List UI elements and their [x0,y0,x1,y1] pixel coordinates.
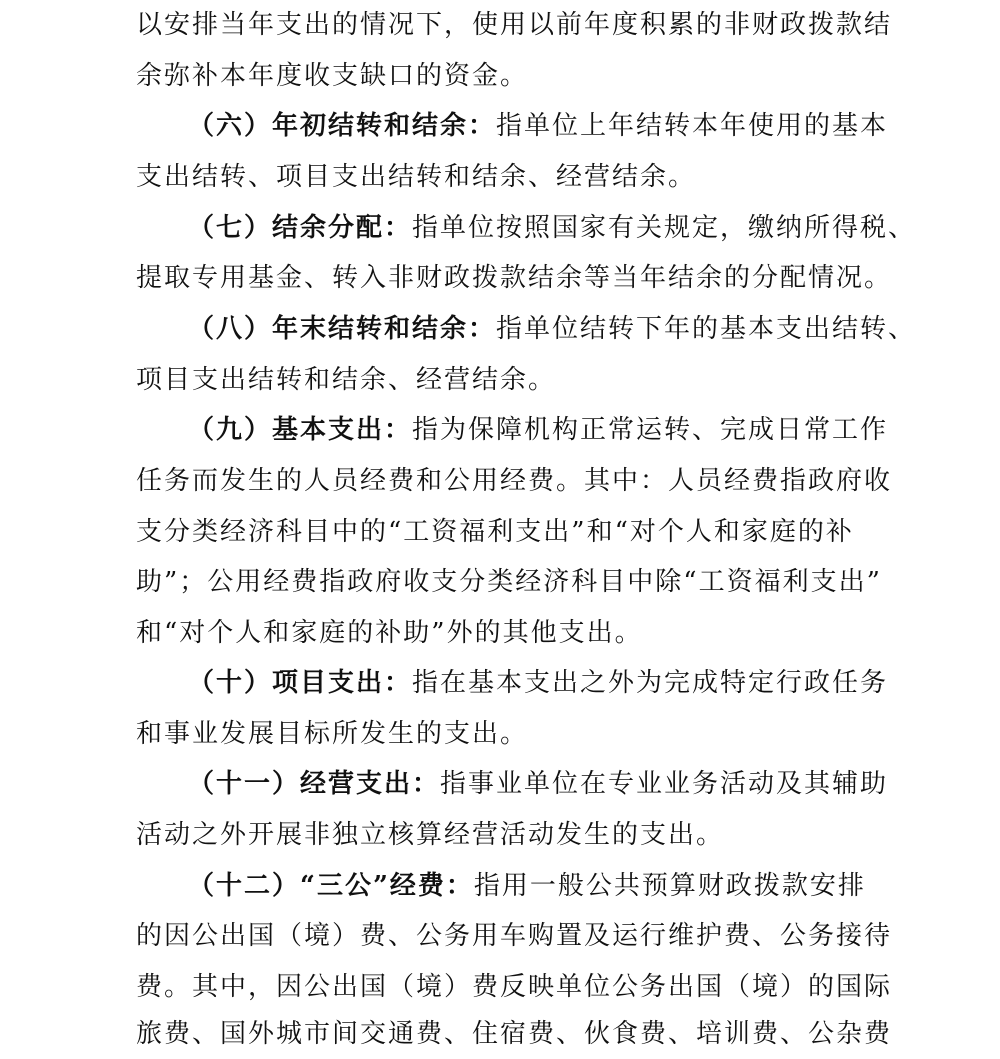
text-line [136,911,1000,961]
text-line [136,51,1000,101]
text-line [136,355,1000,405]
paragraph-text: 任务而发生的人员经费和公用经费。其中：人员经费指政府收 [136,466,893,496]
text-line [136,709,1000,759]
paragraph-text: 余弥补本年度收支缺口的资金。 [136,61,529,91]
text-line [188,405,1000,455]
section-heading: （十）项目支出： [188,668,413,698]
paragraph-text: 支分类经济科目中的“工资福利支出”和“对个人和家庭的补 [136,517,854,547]
text-line [136,557,1000,607]
paragraph-text: 和“对个人和家庭的补助”外的其他支出。 [136,618,643,648]
paragraph-text: 提取专用基金、转入非财政拨款结余等当年结余的分配情况。 [136,263,893,293]
section-heading: （九）基本支出： [188,415,413,445]
section-heading: （十一）经营支出： [188,769,441,799]
paragraph-text: 旅费、国外城市间交通费、住宿费、伙食费、培训费、公杂费 [136,1019,893,1049]
text-line [188,759,1000,809]
paragraph-text: 指用一般公共预算财政拨款安排 [473,871,866,901]
text-line [188,658,1000,708]
paragraph-text: 以安排当年支出的情况下，使用以前年度积累的非财政拨款结 [136,10,893,40]
section-heading: （七）结余分配： [188,213,413,243]
text-line [136,608,1000,658]
paragraph-text: 指为保障机构正常运转、完成日常工作 [412,415,889,445]
paragraph-text: 费。其中，因公出国（境）费反映单位公务出国（境）的国际 [136,972,893,1002]
text-line [188,304,1000,354]
text-line [136,1009,1000,1059]
text-line [136,507,1000,557]
text-line [188,101,1000,151]
section-heading: （八）年末结转和结余： [188,314,497,344]
section-heading: （六）年初结转和结余： [188,111,497,141]
text-line [136,152,1000,202]
paragraph-text: 的因公出国（境）费、公务用车购置及运行维护费、公务接待 [136,921,893,951]
paragraph-text: 项目支出结转和结余、经营结余。 [136,365,557,395]
paragraph-text: 活动之外开展非独立核算经营活动发生的支出。 [136,820,725,850]
paragraph-text: 助”；公用经费指政府收支分类经济科目中除“工资福利支出” [136,567,882,597]
paragraph-text: 指单位结转下年的基本支出结转、 [496,314,917,344]
text-line [136,253,1000,303]
paragraph-text: 指单位上年结转本年使用的基本 [496,111,889,141]
paragraph-text: 指单位按照国家有关规定，缴纳所得税、 [412,213,917,243]
paragraph-text: 支出结转、项目支出结转和结余、经营结余。 [136,162,697,192]
text-line [188,203,1000,253]
section-heading: （十二）“三公”经费： [188,871,474,901]
text-line [136,0,1000,50]
paragraph-text: 指事业单位在专业业务活动及其辅助 [440,769,889,799]
paragraph-text: 和事业发展目标所发生的支出。 [136,719,529,749]
text-line [188,861,1000,911]
paragraph-text: 指在基本支出之外为完成特定行政任务 [412,668,889,698]
text-line [136,962,1000,1012]
text-line [136,810,1000,860]
text-line [136,456,1000,506]
